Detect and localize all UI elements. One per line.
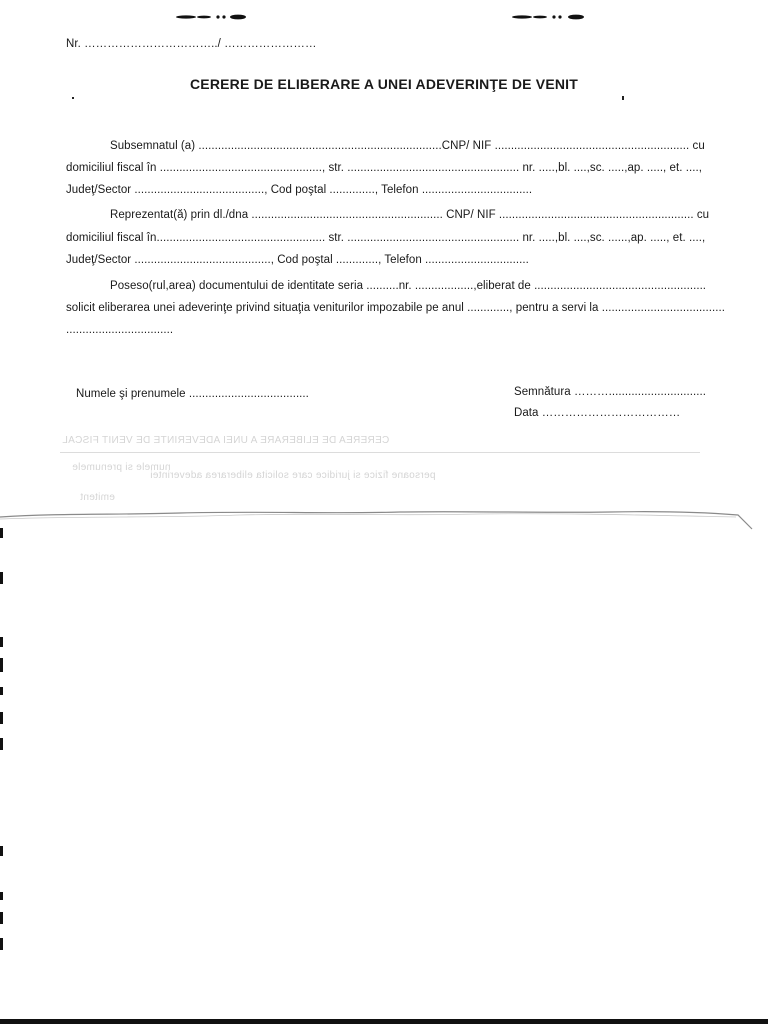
bleed-through-rule (60, 452, 700, 453)
bleed-through-text: CEREREA DE ELIBERARE A UNEI ADEVERINTE DE VENIT FISCAL (62, 435, 390, 446)
representative-line-2: domiciliul fiscal în.................................................... str. ..................................................... nr. .....,bl. ....,sc. ......,ap. ....., et. ...., (66, 232, 706, 244)
bleed-through-text: numele si prenumele (72, 462, 171, 473)
identity-line-3: ................................. (66, 324, 174, 336)
applicant-line-3: Judeţ/Sector ........................................, Cod poştal .............., Telefon .................................. (66, 184, 533, 196)
torn-paper-edge (0, 503, 768, 533)
scan-speck (72, 97, 74, 99)
scan-bottom-edge (0, 1019, 768, 1024)
document-title: CERERE DE ELIBERARE A UNEI ADEVERINŢE DE VENIT (189, 76, 579, 92)
applicant-line-1: Subsemnatul (a) ...........................................................................CNP/ NIF ............................................................ cu (110, 140, 705, 152)
bleed-through-text: emitent (80, 492, 115, 503)
identity-line-1: Poseso(rul,area) documentului de identitate seria ..........nr. ..................,eliberat de ..................................................... (110, 280, 707, 292)
scan-mark-left (174, 14, 254, 20)
scan-edge-mark (0, 528, 3, 538)
scan-edge-mark (0, 846, 3, 856)
scan-edge-mark (0, 687, 3, 695)
scan-mark-right (510, 14, 590, 20)
scan-edge-mark (0, 658, 3, 672)
representative-line-3: Judeţ/Sector .........................................., Cod poştal ............., Telefon ................................ (66, 254, 529, 266)
identity-line-2: solicit eliberarea unei adeverinţe privind situaţia veniturilor impozabile pe anul ............., pentru a servi la ...................................... (66, 302, 726, 314)
scan-edge-mark (0, 637, 3, 647)
scan-edge-mark (0, 738, 3, 750)
signature-field-label: Semnătura ……….............................. (514, 386, 706, 398)
scan-edge-mark (0, 572, 3, 584)
scan-edge-mark (0, 892, 3, 900)
scan-edge-mark (0, 938, 3, 950)
representative-line-1: Reprezentat(ă) prin dl./dna ........................................................... CNP/ NIF ............................................................ cu (110, 209, 710, 221)
scan-speck (622, 96, 624, 100)
date-field-label: Data ……………………………… (514, 407, 681, 419)
name-field-label: Numele şi prenumele ..................................... (76, 388, 309, 400)
scan-edge-mark (0, 712, 3, 724)
scan-edge-mark (0, 912, 3, 924)
applicant-line-2: domiciliul fiscal în .................................................., str. ..................................................... nr. .....,bl. ....,sc. .....,ap. ....., et. ...., (66, 162, 702, 174)
registration-number: Nr. ……………………………../ …………………… (66, 38, 317, 50)
bleed-through-text: persoane fizice si juridice care solicita eliberarea adeverintei (150, 470, 436, 481)
